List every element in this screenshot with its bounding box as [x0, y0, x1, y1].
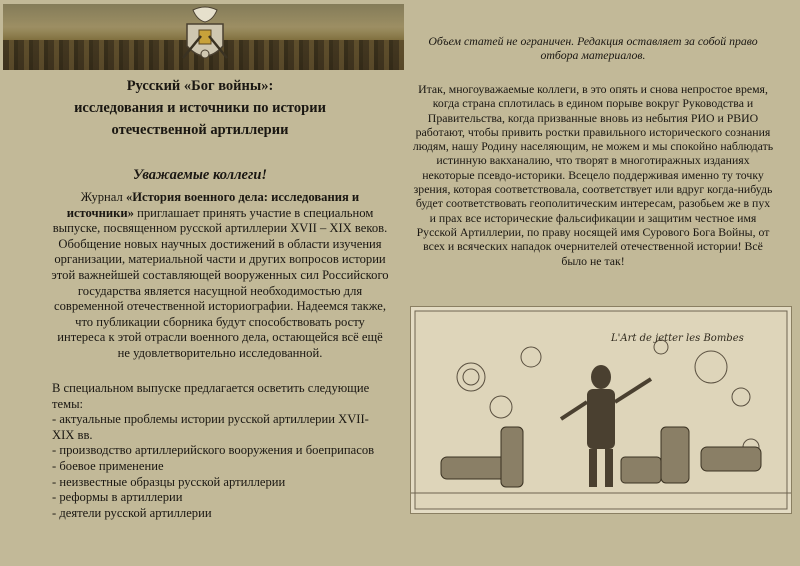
topic-item: - деятели русской артиллерии: [52, 505, 212, 520]
intro-lead: Журнал: [80, 190, 126, 204]
editorial-note: Объем статей не ограничен. Редакция оставляет за собой право отбора материалов.: [428, 34, 758, 63]
page-title-line-3: отечественной артиллерии: [111, 122, 289, 138]
page-title-line-2: исследования и источники по истории: [74, 100, 326, 116]
greeting: Уважаемые коллеги!: [132, 167, 268, 183]
topics-intro: В специальном выпуске предлагается осветить следующие темы:: [52, 381, 370, 411]
topic-item: - боевое применение: [52, 458, 164, 473]
topic-list: [52, 412, 382, 521]
page-title-line-1: Русский «Бог войны»:: [126, 78, 274, 94]
topic-item: - производство артиллерийского вооружения и боеприпасов: [52, 443, 375, 458]
header-banner: [3, 4, 404, 70]
engraving-caption: L'Art de jetter les Bombes: [611, 333, 744, 344]
intro-paragraph: [50, 190, 390, 362]
journal-name: «История военного дела: исследования и источники»: [66, 190, 360, 220]
topic-item: - актуальные проблемы истории русской артиллерии XVII-XIX вв.: [52, 412, 369, 442]
appeal-paragraph: Итак, многоуважаемые коллеги, в это опять и снова непростое время, когда страна сплотилась в едином порыве вокруг Руководства и Правительства, когда призванные вновь из небытия РИО и РВИО работают, чтобы привить ростки правильного исторического сознания людям, нашу Родину населяющим, не можем и мы спокойно наблюдать истинную вакханалию, что творят в многотиражных изданиях некоторые псевдо-историки. Всецело поддерживая именно ту точку зрения, которая соответствовала, соответствует или вдруг когда-нибудь будет соответствовать геополитическим интересам, разобьем же в пух и прах все исторические фальсификации и защитим честное имя Русской Артиллерии, по праву носящей имя Сурового Бога Войны, от всех и всяческих нападок очернителей отечественной истории! Всё было не так!: [412, 82, 774, 268]
intro-body: приглашает принять участие в специальном выпуске, посвященном русской артиллерии XVII – XIX веков. Обобщение новых научных достижений в области изучения организации, материальной части и других вопросов истории этой важнейшей составляющей вооруженных сил Российского государства является насущной необходимостью для современной отечественной историографии. Надеемся также, что публикации сборника будут способствовать росту интереса к этой отрасли военного дела, остающейся всё ещё не удовлетворительно исследованной.: [51, 205, 389, 360]
topics-section: [52, 381, 382, 521]
artillery-emblem-icon: [179, 6, 231, 68]
topic-item: - неизвестные образцы русской артиллерии: [52, 474, 286, 489]
engraving-drawing: [411, 307, 791, 513]
engraving-illustration: [410, 306, 792, 514]
topic-item: - реформы в артиллерии: [52, 490, 183, 505]
